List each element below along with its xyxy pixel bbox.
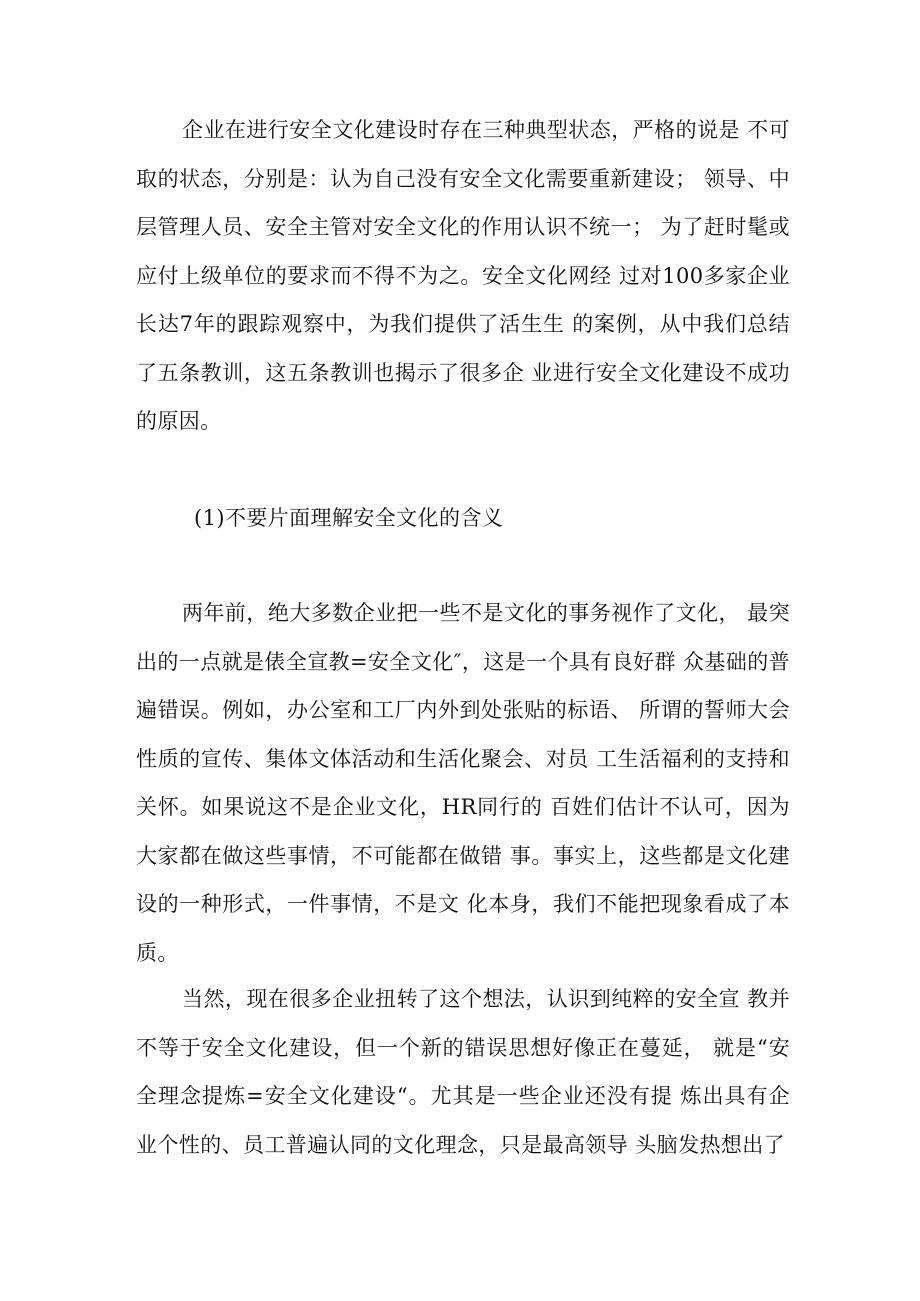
paragraph-body-2: 当然，现在很多企业扭转了这个想法，认识到纯粹的安全宣 教并不等于安全文化建设，但一个新的错误思想好像正在蔓延， 就是“安全理念提炼=安全文化建设“。尤其是一些企业还没有提 炼出具有企业个性的、员工普遍认同的文化理念，只是最高领导 头脑发热想出了 (136, 987, 790, 1157)
paragraph-body-1: 两年前，绝大多数企业把一些不是文化的事务视作了文化， 最突出的一点就是俵全宣教=安全文化″，这是一个具有良好群 众基础的普遍错误。例如，办公室和工厂内外到处张贴的标语、 所谓的誓师大会性质的宣传、集体文体活动和生活化聚会、对员 工生活福利的支持和关怀。如果说这不是企业文化，HR同行的 百姓们估计不认可，因为大家都在做这些事情，不可能都在做错 事。事实上，这些都是文化建设的一种形式，一件事情，不是文 化本身，我们不能把现象看成了本质。 (136, 601, 790, 965)
section-heading: (1)不要片面理解安全文化的含义 (194, 506, 504, 530)
paragraph-intro: 企业在进行安全文化建设时存在三种典型状态，严格的说是 不可取的状态，分别是：认为自己没有安全文化需要重新建设； 领导、中层管理人员、安全主管对安全文化的作用认识不统一； 为了赶时髦或应付上级单位的要求而不得不为之。安全文化网经 过对100多家企业长达7年的跟踪观察中，为我们提供了活生生 的案例，从中我们总结了五条教训，这五条教训也揭示了很多企 业进行安全文化建设不成功的原因。 (136, 118, 790, 433)
